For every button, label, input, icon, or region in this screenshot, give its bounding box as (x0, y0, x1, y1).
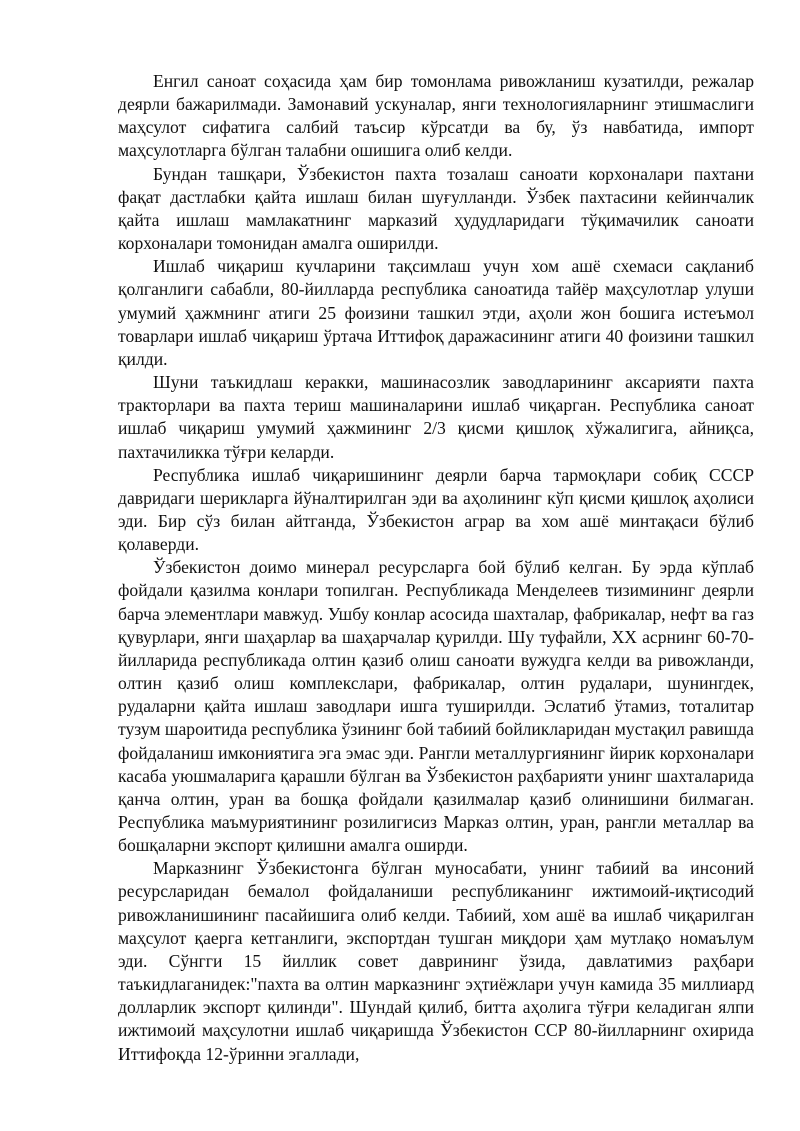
paragraph: Ўзбекистон доимо минерал ресурсларга бой бўлиб келган. Бу эрда кўплаб фойдали қазилма конлари топилган. Республикада Менделеев тизимининг деярли барча элементлари мавжуд. Ушбу конлар асосида шахталар, фабрикалар, нефт ва газ қувурлари, янги шаҳарлар ва шаҳарчалар қурилди. Шу туфайли, XX асрнинг 60-70-йилларида республикада олтин қазиб олиш саноати вужудга келди ва ривожланди, олтин қазиб олиш комплекслари, фабрикалар, олтин рудалари, шунингдек, рудаларни қайта ишлаш заводлари ишга туширилди. Эслатиб ўтамиз, тоталитар тузум шароитида республика ўзининг бой табиий бойликларидан мустақил равишда фойдаланиш имкониятига эга эмас эди. Рангли металлургиянинг йирик корхоналари касаба уюшмаларига қарашли бўлган ва Ўзбекистон раҳбарияти унинг шахталарида қанча олтин, уран ва бошқа фойдали қазилмалар қазиб олинишини билмаган. Республика маъмуриятининг розилигисиз Марказ олтин, уран, рангли металлар ва бошқаларни экспорт қилишни амалга оширди. (118, 557, 754, 856)
paragraph: Шуни таъкидлаш керакки, машинасозлик заводларининг аксарияти пахта тракторлари ва пахта териш машиналарини ишлаб чиқарган. Республика саноат ишлаб чиқариш умумий ҳажмининг 2/3 қисми қишлоқ хўжалигига, айниқса, пахтачиликка тўғри келарди. (118, 372, 754, 462)
paragraph: Бундан ташқари, Ўзбекистон пахта тозалаш саноати корхоналари пахтани фақат дастлабки қайта ишлаш билан шуғулланди. Ўзбек пахтасини кейинчалик қайта ишлаш мамлакатнинг марказий ҳудудларидаги тўқимачилик саноати корхоналари томонидан амалга оширилди. (118, 163, 754, 254)
paragraph: Марказнинг Ўзбекистонга бўлган муносабати, унинг табиий ва инсоний ресурсларидан бемалол фойдаланиши республиканинг ижтимоий-иқтисодий ривожланишининг пасайишига олиб келди. Табиий, хом ашё ва ишлаб чиқарилган маҳсулот қаерга кетганлиги, экспортдан тушган миқдори ҳам мутлақо номаълум эди. Сўнгги 15 йиллик совет даврининг ўзида, давлатимиз раҳбари таъкидлаганидек:"пахта ва олтин марказнинг эҳтиёжлари учун камида 35 миллиард долларлик экспорт қилинди". Шундай қилиб, битта аҳолига тўғри келадиган ялпи ижтимоий маҳсулотни ишлаб чиқаришда Ўзбекистон ССР 80-йилларнинг охирида Иттифоқда 12-ўринни эгаллади, (118, 858, 754, 1064)
paragraph: Ишлаб чиқариш кучларини тақсимлаш учун хом ашё схемаси сақланиб қолганлиги сабабли, 80-йилларда республика саноатида тайёр маҳсулотлар улуши умумий ҳажмнинг атиги 25 фоизини ташкил этди, аҳоли жон бошига истеъмол товарлари ишлаб чиқариш ўртача Иттифоқ даражасининг атиги 40 фоизини ташкил қилди. (118, 256, 754, 369)
paragraph: Республика ишлаб чиқаришининг деярли барча тармоқлари собиқ СССР давридаги шерикларга йўналтирилган эди ва аҳолининг кўп қисми қишлоқ аҳолиси эди. Бир сўз билан айтганда, Ўзбекистон аграр ва хом ашё минтақаси бўлиб қолаверди. (118, 464, 754, 555)
body-text (118, 70, 754, 1066)
paragraph: Енгил саноат соҳасида ҳам бир томонлама ривожланиш кузатилди, режалар деярли бажарилмади. Замонавий ускуналар, янги технологияларнинг этишмаслиги маҳсулот сифатига салбий таъсир кўрсатди ва бу, ўз навбатида, импорт маҳсулотларга бўлган талабни ошишига олиб келди. (118, 71, 754, 161)
